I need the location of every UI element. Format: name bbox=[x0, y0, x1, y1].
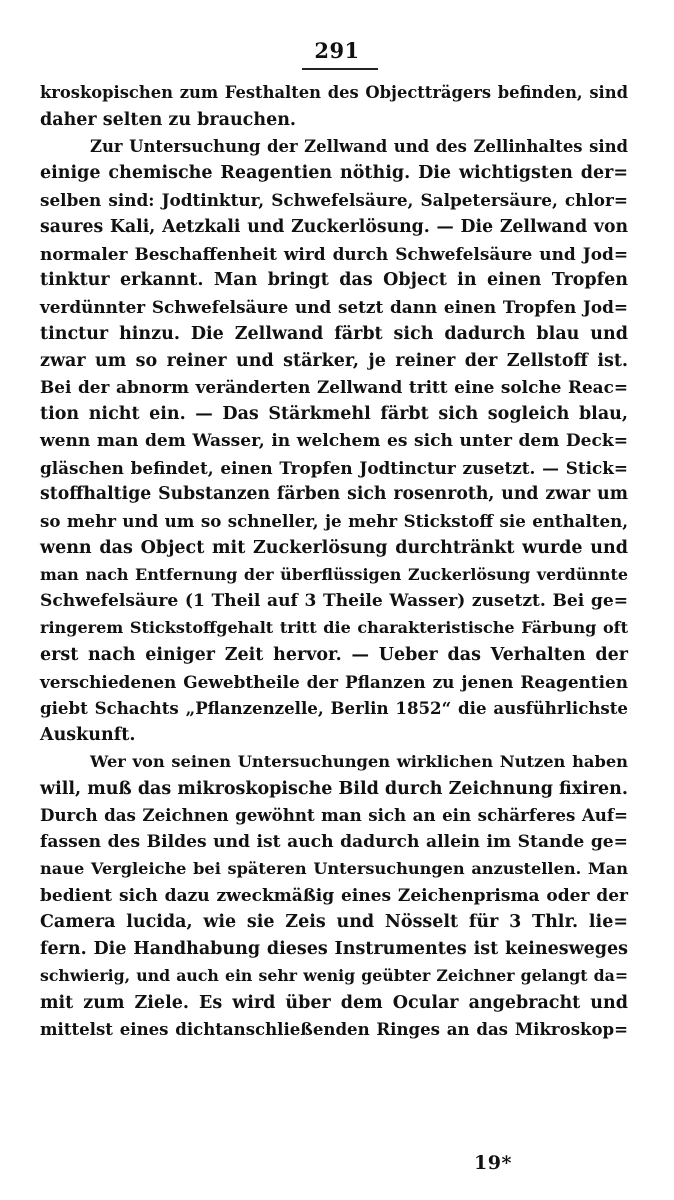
text-line: Wer von seinen Untersuchungen wirklichen Nutzen haben bbox=[90, 751, 628, 771]
text-line: giebt Schachts „Pflanzenzelle, Berlin 1852“ die ausführlichste bbox=[40, 698, 628, 719]
text-line: fern. Die Handhabung dieses Instrumentes ist keinesweges bbox=[40, 939, 628, 959]
text-line: gläschen befindet, einen Tropfen Jodtinctur zusetzt. — Stick= bbox=[40, 457, 628, 478]
text-line: Schwefelsäure (1 Theil auf 3 Theile Wasser) zusetzt. Bei ge= bbox=[40, 591, 628, 612]
text-line: zwar um so reiner und stärker, je reiner der Zellstoff ist. bbox=[40, 350, 628, 371]
text-line: tion nicht ein. — Das Stärkmehl färbt sich sogleich blau, bbox=[40, 404, 628, 424]
text-line: man nach Entfernung der überflüssigen Zuckerlösung verdünnte bbox=[40, 564, 628, 584]
text-line: verdünnter Schwefelsäure und setzt dann einen Tropfen Jod= bbox=[40, 297, 628, 317]
text-line: fassen des Bildes und ist auch dadurch allein im Stande ge= bbox=[40, 832, 628, 852]
text-line: ringerem Stickstoffgehalt tritt die charakteristische Färbung oft bbox=[40, 618, 628, 637]
text-line: erst nach einiger Zeit hervor. — Ueber das Verhalten der bbox=[40, 644, 628, 665]
text-line: daher selten zu brauchen. bbox=[40, 109, 297, 130]
text-line: bedient sich dazu zweckmäßig eines Zeichenprisma oder der bbox=[40, 885, 628, 906]
text-line: selben sind: Jodtinktur, Schwefelsäure, Salpetersäure, chlor= bbox=[40, 190, 628, 210]
text-line: schwierig, und auch ein sehr wenig geübter Zeichner gelangt da= bbox=[40, 965, 628, 985]
text-line: mittelst eines dichtanschließenden Ringes an das Mikroskop= bbox=[40, 1019, 628, 1040]
text-line: Zur Untersuchung der Zellwand und des Zellinhaltes sind bbox=[90, 136, 628, 156]
page-number: 291 bbox=[314, 38, 360, 63]
text-line: so mehr und um so schneller, je mehr Stickstoff sie enthalten, bbox=[40, 511, 628, 531]
body-text bbox=[40, 80, 628, 1043]
text-line: verschiedenen Gewebtheile der Pflanzen zu jenen Reagentien bbox=[40, 671, 628, 692]
text-line: stoffhaltige Substanzen färben sich rosenroth, und zwar um bbox=[40, 484, 628, 505]
text-line: will, muß das mikroskopische Bild durch Zeichnung fixiren. bbox=[40, 778, 628, 799]
signature-mark: 19* bbox=[474, 1152, 512, 1174]
text-line: saures Kali, Aetzkali und Zuckerlösung. — Die Zellwand von bbox=[40, 216, 628, 237]
text-line: Bei der abnorm veränderten Zellwand tritt eine solche Reac= bbox=[40, 377, 628, 398]
text-line: Camera lucida, wie sie Zeis und Nösselt für 3 Thlr. lie= bbox=[40, 912, 628, 933]
text-line: naue Vergleiche bei späteren Untersuchungen anzustellen. Man bbox=[40, 858, 628, 878]
text-line: tinktur erkannt. Man bringt das Object in einen Tropfen bbox=[40, 270, 628, 291]
text-line: normaler Beschaffenheit wird durch Schwefelsäure und Jod= bbox=[40, 243, 628, 264]
header-rule bbox=[302, 68, 378, 70]
text-line: Durch das Zeichnen gewöhnt man sich an ein schärferes Auf= bbox=[40, 805, 628, 826]
text-line: mit zum Ziele. Es wird über dem Ocular angebracht und bbox=[40, 992, 628, 1013]
text-line: kroskopischen zum Festhalten des Objectträgers befinden, sind bbox=[40, 83, 628, 102]
text-line: wenn man dem Wasser, in welchem es sich unter dem Deck= bbox=[40, 430, 628, 451]
text-line: einige chemische Reagentien nöthig. Die wichtigsten der= bbox=[40, 163, 628, 184]
text-line: tinctur hinzu. Die Zellwand färbt sich dadurch blau und bbox=[40, 323, 628, 344]
text-line: Auskunft. bbox=[40, 725, 136, 745]
text-line: wenn das Object mit Zuckerlösung durchtränkt wurde und bbox=[40, 537, 628, 558]
